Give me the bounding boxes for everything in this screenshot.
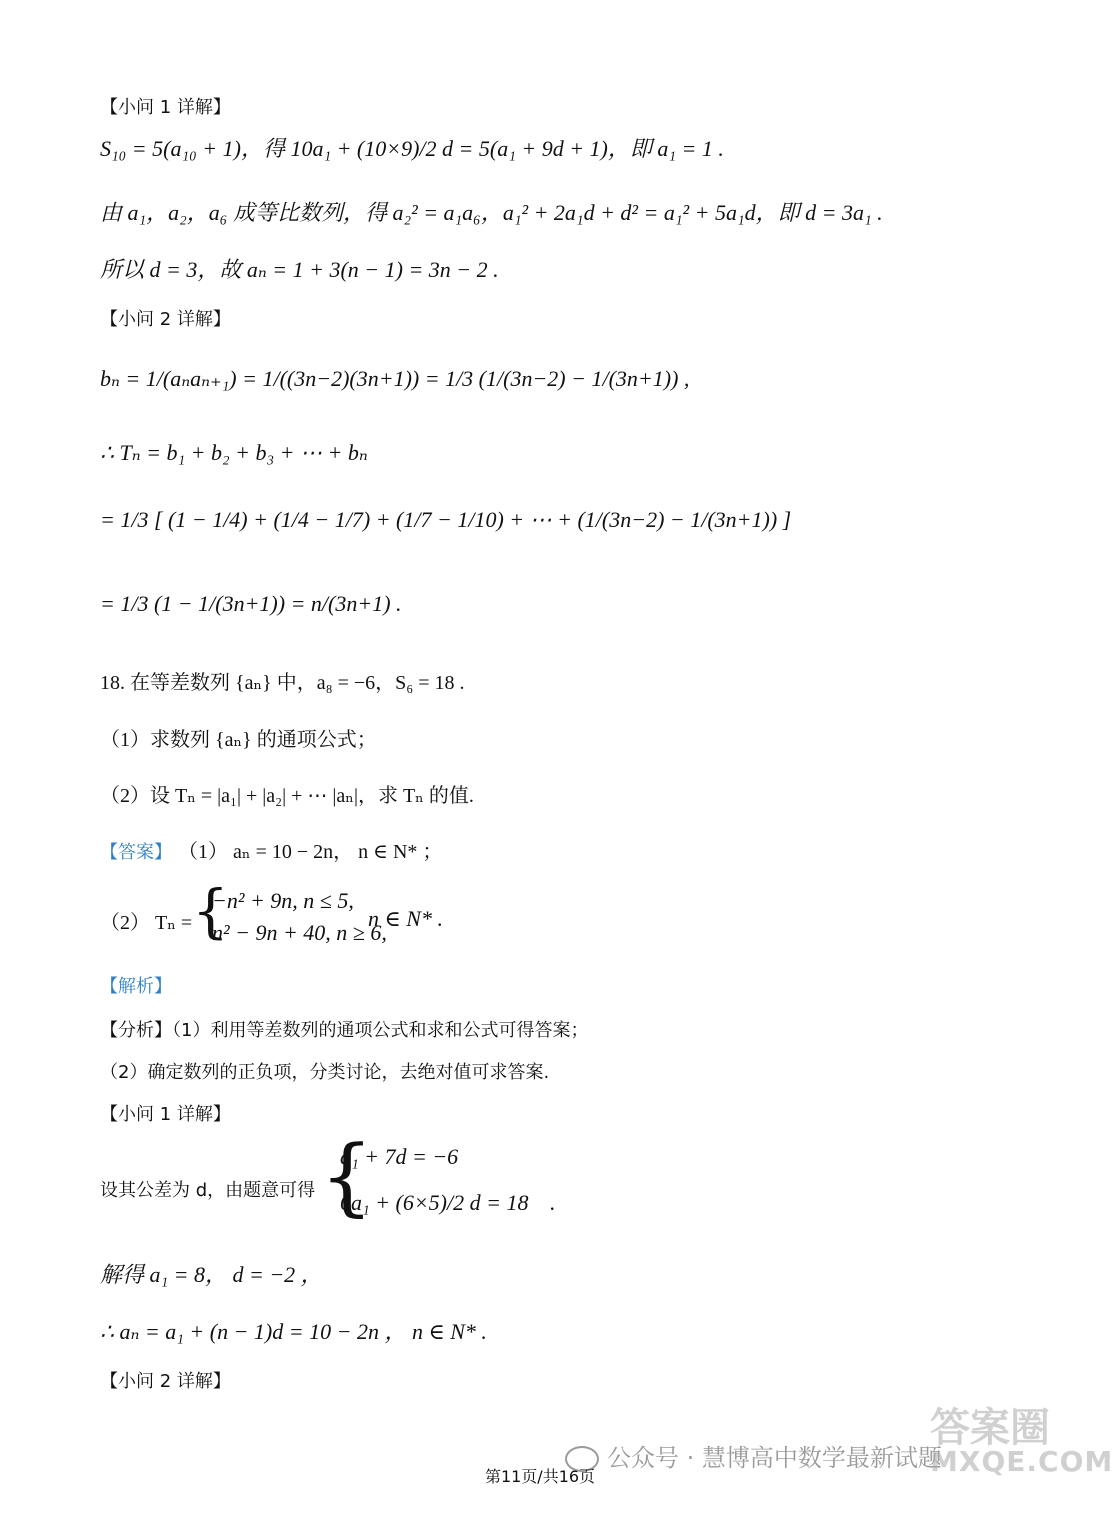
- analysis-label: 【解析】: [100, 976, 172, 997]
- answer-part1: （1） aₙ = 10 − 2n， n ∈ N* ；: [178, 841, 443, 863]
- solution-line1-text: 解得 a₁ = 8， d = −2 ，: [100, 1262, 323, 1287]
- section-title-sub2: 【小问 2 详解】: [100, 309, 231, 330]
- system-brace-icon: {: [320, 1127, 374, 1225]
- part1-eq2: 由 a₁，a₂，a₆ 成等比数列，得 a₂² = a₁a₆，a₁² + 2a₁d + d² = a₁² + 5a₁d，即 d = 3a₁ .: [100, 200, 883, 225]
- q18-part1: [100, 723, 377, 752]
- answer-label: 【答案】: [100, 842, 172, 863]
- part1-eq1: S₁₀ = 5(a₁₀ + 1)，得 10a₁ + (10×9)/2 d = 5(a₁ + 9d + 1)，即 a₁ = 1 .: [100, 136, 724, 161]
- part2-line2: [100, 440, 368, 466]
- part2-line1: [100, 366, 689, 392]
- q18-stem-text: 18. 在等差数列 {aₙ} 中，a₈ = −6，S₆ = 18 .: [100, 672, 465, 694]
- section-title-sub1: 【小问 1 详解】: [100, 97, 231, 118]
- answer-case1: −n² + 9n, n ≤ 5,: [212, 888, 354, 913]
- system-suffix: .: [550, 1190, 556, 1215]
- part2-line3: [100, 507, 791, 533]
- section-title-sub1b: 【小问 1 详解】: [100, 1104, 231, 1125]
- solution-line1: [100, 1258, 323, 1289]
- q18-stem: [100, 666, 465, 695]
- q18-part2-text: （2）设 Tₙ = |a₁| + |a₂| + ⋯ |aₙ|，求 Tₙ 的值.: [100, 785, 474, 807]
- part1-line1: [100, 132, 724, 163]
- analysis-line1: 【分析】（1）利用等差数列的通项公式和求和公式可得答案；: [100, 1020, 589, 1041]
- answer-case2: n² − 9n + 40, n ≥ 6,: [212, 920, 387, 945]
- site-stamp-bottom: MXQE.COM: [930, 1445, 1113, 1478]
- q18-part1-text: （1）求数列 {aₙ} 的通项公式；: [100, 729, 377, 751]
- part1-line3: [100, 253, 499, 284]
- system-prefix: 设其公差为 d，由题意可得: [100, 1180, 316, 1201]
- answer-part2-prefix: （2） Tₙ =: [100, 912, 193, 934]
- q18-part2: [100, 779, 474, 808]
- part2-eq2: ∴ Tₙ = b₁ + b₂ + b₃ + ⋯ + bₙ: [100, 440, 368, 465]
- part2-eq1: bₙ = 1/(aₙaₙ₊₁) = 1/((3n−2)(3n+1)) = 1/3 (1/(3n−2) − 1/(3n+1)) ,: [100, 366, 690, 391]
- site-stamp-top: 答案圈: [930, 1405, 1050, 1451]
- page-footer: 第11页/共16页: [484, 1467, 596, 1486]
- section-title-sub2b: 【小问 2 详解】: [100, 1371, 231, 1392]
- part2-line4: [100, 591, 402, 617]
- part1-eq3: 所以 d = 3，故 aₙ = 1 + 3(n − 1) = 3n − 2 .: [100, 257, 499, 282]
- analysis-line2: （2）确定数列的正负项，分类讨论，去绝对值可求答案.: [100, 1062, 550, 1083]
- part2-eq4: = 1/3 (1 − 1/(3n+1)) = n/(3n+1) .: [100, 591, 402, 616]
- brace-icon: {: [192, 877, 229, 945]
- system-eq1: a₁ + 7d = −6: [340, 1144, 459, 1169]
- watermark-text: 公众号 · 慧博高中数学最新试题: [607, 1444, 942, 1472]
- answer-part2-suffix: n ∈ N* .: [368, 906, 443, 931]
- solution-line2-text: ∴ aₙ = a₁ + (n − 1)d = 10 − 2n ， n ∈ N* .: [100, 1319, 487, 1344]
- solution-line2: [100, 1315, 487, 1346]
- part2-eq3: = 1/3 [ (1 − 1/4) + (1/4 − 1/7) + (1/7 − 1/10) + ⋯ + (1/(3n−2) − 1/(3n+1)) ]: [100, 507, 792, 532]
- part1-line2: [100, 196, 883, 227]
- system-eq2: 6a₁ + (6×5)/2 d = 18: [340, 1190, 529, 1215]
- answer-line1: [100, 835, 442, 864]
